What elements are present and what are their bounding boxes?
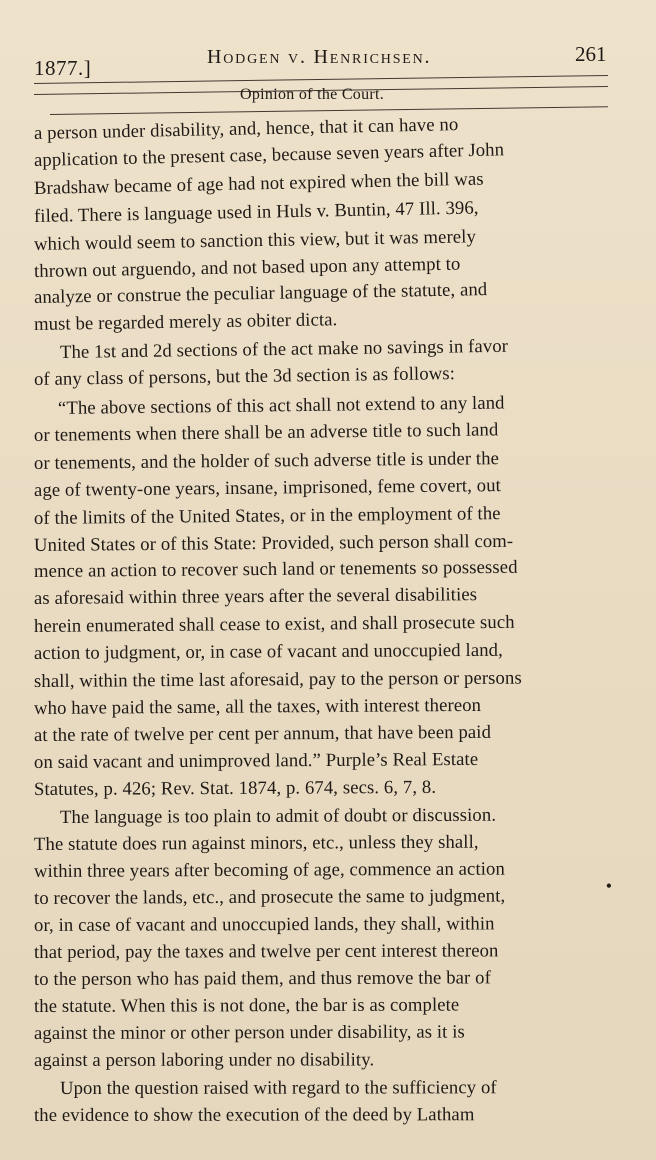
text-line: the statute. When this is not done, the bar is as complete — [33, 994, 460, 1017]
text-line: mence an action to recover such land or tenements so possessed — [33, 556, 518, 582]
text-line: the evidence to show the execution of the deed by Latham — [33, 1104, 475, 1126]
page-number: 261 — [575, 42, 607, 66]
text-line: The 1st and 2d sections of the act make no savings in favor — [59, 335, 509, 363]
text-line: thrown out arguendo, and not based upon any attempt to — [33, 253, 461, 282]
text-line: of the limits of the United States, or in the employment of the — [33, 503, 501, 529]
text-line: action to judgment, or, in case of vacant and unoccupied land, — [33, 639, 503, 664]
text-line: or tenements when there shall be an adverse title to such land — [33, 419, 499, 446]
text-line: Bradshaw became of age had not expired when the bill was — [33, 168, 484, 199]
text-line: of any class of persons, but the 3d section is as follows: — [33, 363, 456, 390]
text-line: or tenements, and the holder of such adverse title is under the — [33, 448, 500, 474]
margin-mark: • — [605, 876, 612, 896]
section-label: Opinion of the Court. — [240, 86, 385, 103]
text-line: a person under disability, and, hence, that it can have no — [33, 114, 459, 144]
text-line: United States or of this State: Provided, such person shall com- — [33, 530, 514, 556]
text-line: Upon the question raised with regard to the sufficiency of — [59, 1077, 497, 1099]
text-line: against a person laboring under no disability. — [33, 1049, 375, 1071]
text-line: Statutes, p. 426; Rev. Stat. 1874, p. 674, secs. 6, 7, 8. — [33, 776, 437, 800]
text-line: at the rate of twelve per cent per annum, that have been paid — [33, 721, 492, 746]
page-header — [0, 0, 656, 120]
text-line: against the minor or other person under disability, as it is — [33, 1021, 465, 1044]
text-line: who have paid the same, all the taxes, with interest thereon — [33, 694, 482, 719]
text-line: The statute does run against minors, etc., unless they shall, — [33, 831, 479, 855]
text-line: application to the present case, because seven years after John — [33, 139, 505, 171]
text-line: or, in case of vacant and unoccupied lands, they shall, within — [33, 913, 495, 936]
text-line: The language is too plain to admit of doubt or discussion. — [59, 804, 497, 828]
text-line: must be regarded merely as obiter dicta. — [33, 309, 338, 335]
header-rule-top — [34, 75, 608, 84]
text-line: herein enumerated shall cease to exist, and shall prosecute such — [33, 611, 515, 637]
text-line: filed. There is language used in Huls v. Buntin, 47 Ill. 396, — [33, 197, 479, 227]
text-line: on said vacant and unimproved land.” Purple’s Real Estate — [33, 748, 479, 773]
reporter-year: 1877.] — [34, 56, 92, 80]
opinion-text — [33, 114, 628, 1140]
text-line: analyze or construe the peculiar language of the statute, and — [33, 279, 488, 308]
text-line: shall, within the time last aforesaid, pay to the person or persons — [33, 667, 522, 692]
text-line: to the person who has paid them, and thus remove the bar of — [33, 967, 491, 990]
text-line: that period, pay the taxes and twelve per cent interest thereon — [33, 940, 499, 963]
text-line: age of twenty-one years, insane, imprisoned, feme covert, out — [33, 475, 501, 501]
text-line: to recover the lands, etc., and prosecute the same to judgment, — [33, 885, 506, 909]
text-line: within three years after becoming of age, commence an action — [33, 858, 505, 882]
text-line: which would seem to sanction this view, but it was merely — [33, 226, 477, 255]
case-title: Hodgen v. Henrichsen. — [207, 46, 432, 68]
text-line: as aforesaid within three years after the several disabilities — [33, 584, 478, 609]
text-line: “The above sections of this act shall not extend to any land — [57, 392, 505, 419]
header-rule-bottom — [50, 106, 608, 115]
